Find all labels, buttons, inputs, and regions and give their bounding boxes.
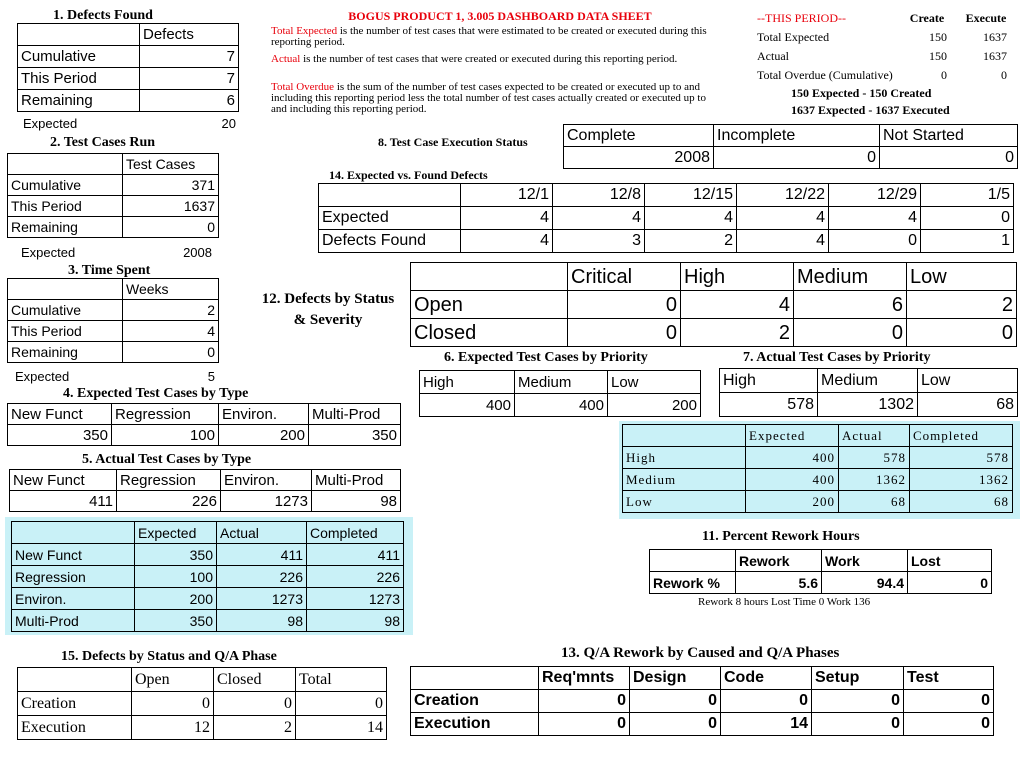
column-header: Regression <box>117 470 221 491</box>
row-label: Expected <box>319 207 461 230</box>
expected-value: 5 <box>207 369 215 384</box>
cell: 3 <box>553 230 645 253</box>
cell: 1302 <box>818 393 918 417</box>
period-value: 150 <box>929 30 947 44</box>
row-label: Cumulative <box>18 46 140 68</box>
definition-term: Total Expected <box>271 25 338 37</box>
cell: 350 <box>8 425 112 446</box>
period-value: 0 <box>941 68 947 82</box>
column-header: Code <box>721 667 812 690</box>
cell: 0 <box>880 147 1018 169</box>
column-header: Expected <box>135 522 217 544</box>
row-label: This Period <box>18 68 140 90</box>
cell: 0 <box>907 319 1017 347</box>
cell: 68 <box>910 491 1013 513</box>
row-label: Multi-Prod <box>12 610 135 632</box>
actual-by-priority-table <box>719 368 1018 417</box>
cell: 14 <box>721 713 812 736</box>
column-header: Rework <box>736 550 822 572</box>
cell: 1362 <box>839 469 910 491</box>
section-title: 14. Expected vs. Found Defects <box>329 168 488 182</box>
column-header: Multi-Prod <box>309 404 401 425</box>
period-value: 150 <box>929 49 947 63</box>
cell: 94.4 <box>822 572 908 594</box>
expected-label: Expected <box>23 116 78 131</box>
type-comparison-table <box>11 521 404 632</box>
cell: 4 <box>645 207 737 230</box>
column-header: Total <box>296 668 387 692</box>
this-period-label: --THIS PERIOD-- <box>757 11 846 25</box>
cell: 1273 <box>307 588 404 610</box>
defects-found-table <box>17 23 239 112</box>
period-row-label: Total Overdue (Cumulative) <box>757 68 893 82</box>
column-header: 1/5 <box>921 184 1014 207</box>
cell: 98 <box>217 610 307 632</box>
cell: 0 <box>908 572 992 594</box>
cell: 7 <box>140 46 239 68</box>
column-header: Complete <box>564 125 714 147</box>
column-header: Lost <box>908 550 992 572</box>
row-label: Regression <box>12 566 135 588</box>
dashboard-title: BOGUS PRODUCT 1, 3.005 DASHBOARD DATA SHEET <box>348 9 652 23</box>
column-header: Environ. <box>219 404 309 425</box>
cell: 0 <box>123 342 219 363</box>
row-label: Low <box>623 491 746 513</box>
cell: 4 <box>461 207 553 230</box>
cell: 0 <box>132 692 214 716</box>
column-header: Medium <box>515 371 608 394</box>
definition-text: is the number of test cases that were estimated to be created or executed during this reporting period. <box>271 25 707 48</box>
row-label: Remaining <box>8 217 123 238</box>
row-label: This Period <box>8 196 123 217</box>
cell: 2 <box>214 716 296 740</box>
column-header: Incomplete <box>714 125 880 147</box>
column-header: Low <box>608 371 701 394</box>
cell: 6 <box>140 90 239 112</box>
row-label: Creation <box>411 690 539 713</box>
section-title: 13. Q/A Rework by Caused and Q/A Phases <box>561 645 840 661</box>
rework-note: Rework 8 hours Lost Time 0 Work 136 <box>698 596 871 608</box>
column-header: 12/29 <box>829 184 921 207</box>
test-cases-run-table <box>7 153 219 238</box>
row-label: High <box>623 447 746 469</box>
cell: 350 <box>309 425 401 446</box>
rework-hours-table <box>649 549 992 594</box>
column-header: Work <box>822 550 908 572</box>
cell: 400 <box>746 469 839 491</box>
cell: 0 <box>904 690 994 713</box>
cell: 578 <box>910 447 1013 469</box>
cell: 98 <box>312 491 401 512</box>
cell: 0 <box>921 207 1014 230</box>
definition-term: Actual <box>271 53 301 65</box>
period-value: 1637 <box>983 49 1007 63</box>
cell: 411 <box>307 544 404 566</box>
section-title: 15. Defects by Status and Q/A Phase <box>61 649 277 664</box>
cell: 400 <box>420 394 515 417</box>
column-header: 12/15 <box>645 184 737 207</box>
cell: 0 <box>123 217 219 238</box>
defects-by-severity-table <box>410 262 1017 347</box>
column-header: Completed <box>307 522 404 544</box>
cell: 0 <box>568 319 681 347</box>
row-label: Remaining <box>8 342 123 363</box>
row-label: Defects Found <box>319 230 461 253</box>
cell: 0 <box>812 713 904 736</box>
row-label: Open <box>411 291 568 319</box>
column-header: Medium <box>794 263 907 291</box>
definition-text: is the number of test cases that were created or executed during this reporting period. <box>300 53 678 65</box>
cell: 4 <box>553 207 645 230</box>
expected-value: 2008 <box>183 245 212 260</box>
row-label: Execution <box>411 713 539 736</box>
column-header: Open <box>132 668 214 692</box>
cell: 14 <box>296 716 387 740</box>
column-header: Actual <box>839 425 910 447</box>
cell: 100 <box>135 566 217 588</box>
cell: 226 <box>217 566 307 588</box>
column-header: Low <box>918 369 1018 393</box>
cell: 0 <box>296 692 387 716</box>
execution-status-table <box>563 124 1018 169</box>
row-label: This Period <box>8 321 123 342</box>
column-header: Expected <box>746 425 839 447</box>
cell: 411 <box>10 491 117 512</box>
cell: 68 <box>918 393 1018 417</box>
expected-by-type-table <box>7 403 401 446</box>
column-header: Critical <box>568 263 681 291</box>
column-header: Not Started <box>880 125 1018 147</box>
row-label: Closed <box>411 319 568 347</box>
cell: 68 <box>839 491 910 513</box>
cell: 4 <box>123 321 219 342</box>
column-header: Completed <box>910 425 1013 447</box>
cell: 400 <box>746 447 839 469</box>
cell: 1362 <box>910 469 1013 491</box>
column-header: Regression <box>112 404 219 425</box>
expected-label: Expected <box>21 245 76 260</box>
cell: 226 <box>307 566 404 588</box>
period-col-create: Create <box>909 11 945 25</box>
cell: 12 <box>132 716 214 740</box>
period-value: 1637 <box>983 30 1007 44</box>
cell: 200 <box>608 394 701 417</box>
definition-text: is the sum of the number of test cases expected to be created or executed up to and including this reporting period less the total number of test cases actually created or executed up to and including this reporting period. <box>271 81 706 115</box>
expected-vs-found-table <box>318 183 1014 253</box>
expected-by-priority-table <box>419 370 701 417</box>
row-label: New Funct <box>12 544 135 566</box>
section-title: 8. Test Case Execution Status <box>378 135 528 149</box>
row-label: Medium <box>623 469 746 491</box>
column-header: Environ. <box>221 470 312 491</box>
period-value: 0 <box>1001 68 1007 82</box>
cell: 0 <box>904 713 994 736</box>
column-header: Setup <box>812 667 904 690</box>
row-label: Execution <box>18 716 132 740</box>
period-row-label: Actual <box>757 49 789 63</box>
column-header: Low <box>907 263 1017 291</box>
cell: 0 <box>539 690 630 713</box>
qa-rework-table <box>410 666 994 736</box>
cell: 0 <box>630 690 721 713</box>
cell: 4 <box>461 230 553 253</box>
cell: 7 <box>140 68 239 90</box>
column-header: Test <box>904 667 994 690</box>
section-title: 7. Actual Test Cases by Priority <box>743 350 931 365</box>
cell: 2 <box>645 230 737 253</box>
cell: 200 <box>746 491 839 513</box>
cell: 0 <box>714 147 880 169</box>
cell: 371 <box>123 175 219 196</box>
period-col-execute: Execute <box>965 11 1007 25</box>
column-header: Design <box>630 667 721 690</box>
cell: 2 <box>907 291 1017 319</box>
section-title: 2. Test Cases Run <box>50 135 156 150</box>
column-header: 12/8 <box>553 184 645 207</box>
cell: 0 <box>568 291 681 319</box>
cell: 6 <box>794 291 907 319</box>
cell: 0 <box>539 713 630 736</box>
definition-total-expected <box>271 26 723 48</box>
column-header: Actual <box>217 522 307 544</box>
row-label: Cumulative <box>8 175 123 196</box>
column-header: New Funct <box>8 404 112 425</box>
section-title-line: & Severity <box>293 312 363 328</box>
time-spent-table <box>7 278 219 363</box>
row-label: Creation <box>18 692 132 716</box>
cell: 4 <box>829 207 921 230</box>
cell: 578 <box>839 447 910 469</box>
actual-by-type-table <box>9 469 401 512</box>
cell: 0 <box>829 230 921 253</box>
column-header: High <box>681 263 794 291</box>
column-header: Medium <box>818 369 918 393</box>
column-header: Test Cases <box>123 154 219 175</box>
defects-by-phase-table <box>17 667 387 740</box>
row-label: Remaining <box>18 90 140 112</box>
row-label: Environ. <box>12 588 135 610</box>
column-header: Weeks <box>123 279 219 300</box>
section-title: 6. Expected Test Cases by Priority <box>444 350 648 365</box>
cell: 1273 <box>217 588 307 610</box>
column-header: High <box>720 369 818 393</box>
column-header: 12/1 <box>461 184 553 207</box>
cell: 350 <box>135 544 217 566</box>
column-header: 12/22 <box>737 184 829 207</box>
cell: 400 <box>515 394 608 417</box>
cell: 1 <box>921 230 1014 253</box>
section-title: 1. Defects Found <box>53 8 153 23</box>
section-title: 3. Time Spent <box>68 263 151 278</box>
cell: 200 <box>135 588 217 610</box>
column-header: High <box>420 371 515 394</box>
cell: 226 <box>117 491 221 512</box>
expected-label: Expected <box>15 369 70 384</box>
section-title: 11. Percent Rework Hours <box>702 529 860 544</box>
priority-comparison-table <box>622 424 1013 513</box>
section-title <box>250 289 406 331</box>
cell: 1637 <box>123 196 219 217</box>
column-header: Closed <box>214 668 296 692</box>
cell: 2 <box>681 319 794 347</box>
cell: 0 <box>630 713 721 736</box>
section-title: 5. Actual Test Cases by Type <box>82 452 252 467</box>
column-header: Defects <box>140 24 239 46</box>
cell: 100 <box>112 425 219 446</box>
cell: 5.6 <box>736 572 822 594</box>
cell: 4 <box>681 291 794 319</box>
cell: 578 <box>720 393 818 417</box>
column-header: New Funct <box>10 470 117 491</box>
expected-value: 20 <box>221 116 236 131</box>
definition-term: Total Overdue <box>271 81 335 93</box>
period-summary-execute: 1637 Expected - 1637 Executed <box>791 103 950 117</box>
period-row-label: Total Expected <box>757 30 830 44</box>
cell: 0 <box>721 690 812 713</box>
definition-actual <box>271 54 723 65</box>
row-label: Rework % <box>650 572 736 594</box>
cell: 411 <box>217 544 307 566</box>
cell: 0 <box>214 692 296 716</box>
column-header: Multi-Prod <box>312 470 401 491</box>
row-label: Cumulative <box>8 300 123 321</box>
cell: 98 <box>307 610 404 632</box>
cell: 4 <box>737 230 829 253</box>
cell: 350 <box>135 610 217 632</box>
period-summary-create: 150 Expected - 150 Created <box>791 86 932 100</box>
column-header: Req'mnts <box>539 667 630 690</box>
cell: 4 <box>737 207 829 230</box>
section-title: 4. Expected Test Cases by Type <box>63 386 249 401</box>
section-title-line: 12. Defects by Status <box>261 291 395 307</box>
cell: 0 <box>812 690 904 713</box>
definition-total-overdue <box>271 82 723 115</box>
cell: 2008 <box>564 147 714 169</box>
cell: 1273 <box>221 491 312 512</box>
cell: 2 <box>123 300 219 321</box>
cell: 0 <box>794 319 907 347</box>
cell: 200 <box>219 425 309 446</box>
